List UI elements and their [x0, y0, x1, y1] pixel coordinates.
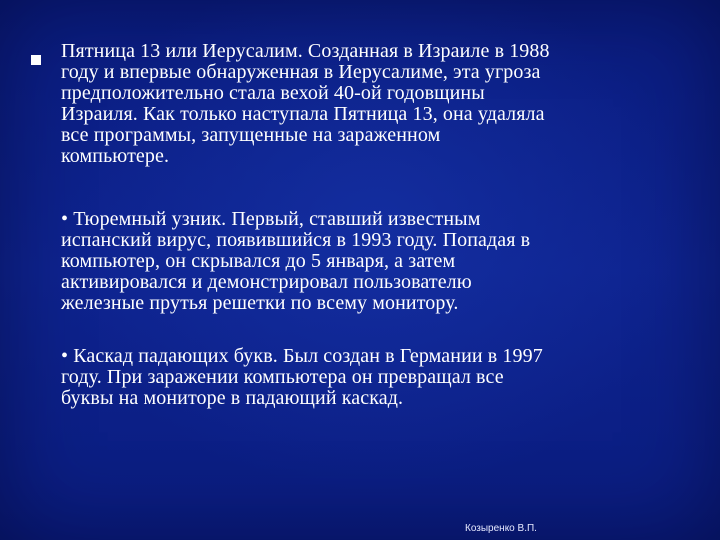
paragraph-falling-letters: • Каскад падающих букв. Был создан в Германии в 1997 году. При заражении компьютера он превращал все буквы на мониторе в падающий каскад. [61, 345, 543, 409]
square-bullet-icon [31, 55, 41, 65]
paragraph-prison-inmate: • Тюремный узник. Первый, ставший известным испанский вирус, появившийся в 1993 году. Попадая в компьютер, он скрывался до 5 января, а затем активировался и демонстрировал пользователю железные прутья решетки по всему монитору. [61, 208, 531, 314]
author-footer: Козыренко В.П. [465, 523, 537, 534]
paragraph-friday-13: Пятница 13 или Иерусалим. Созданная в Израиле в 1988 году и впервые обнаруженная в Иерусалиме, эта угроза предположительно стала вехой 40-ой годовщины Израиля. Как только наступала Пятница 13, она удаляла все программы, запущенные на зараженном компьютере. [61, 40, 550, 167]
